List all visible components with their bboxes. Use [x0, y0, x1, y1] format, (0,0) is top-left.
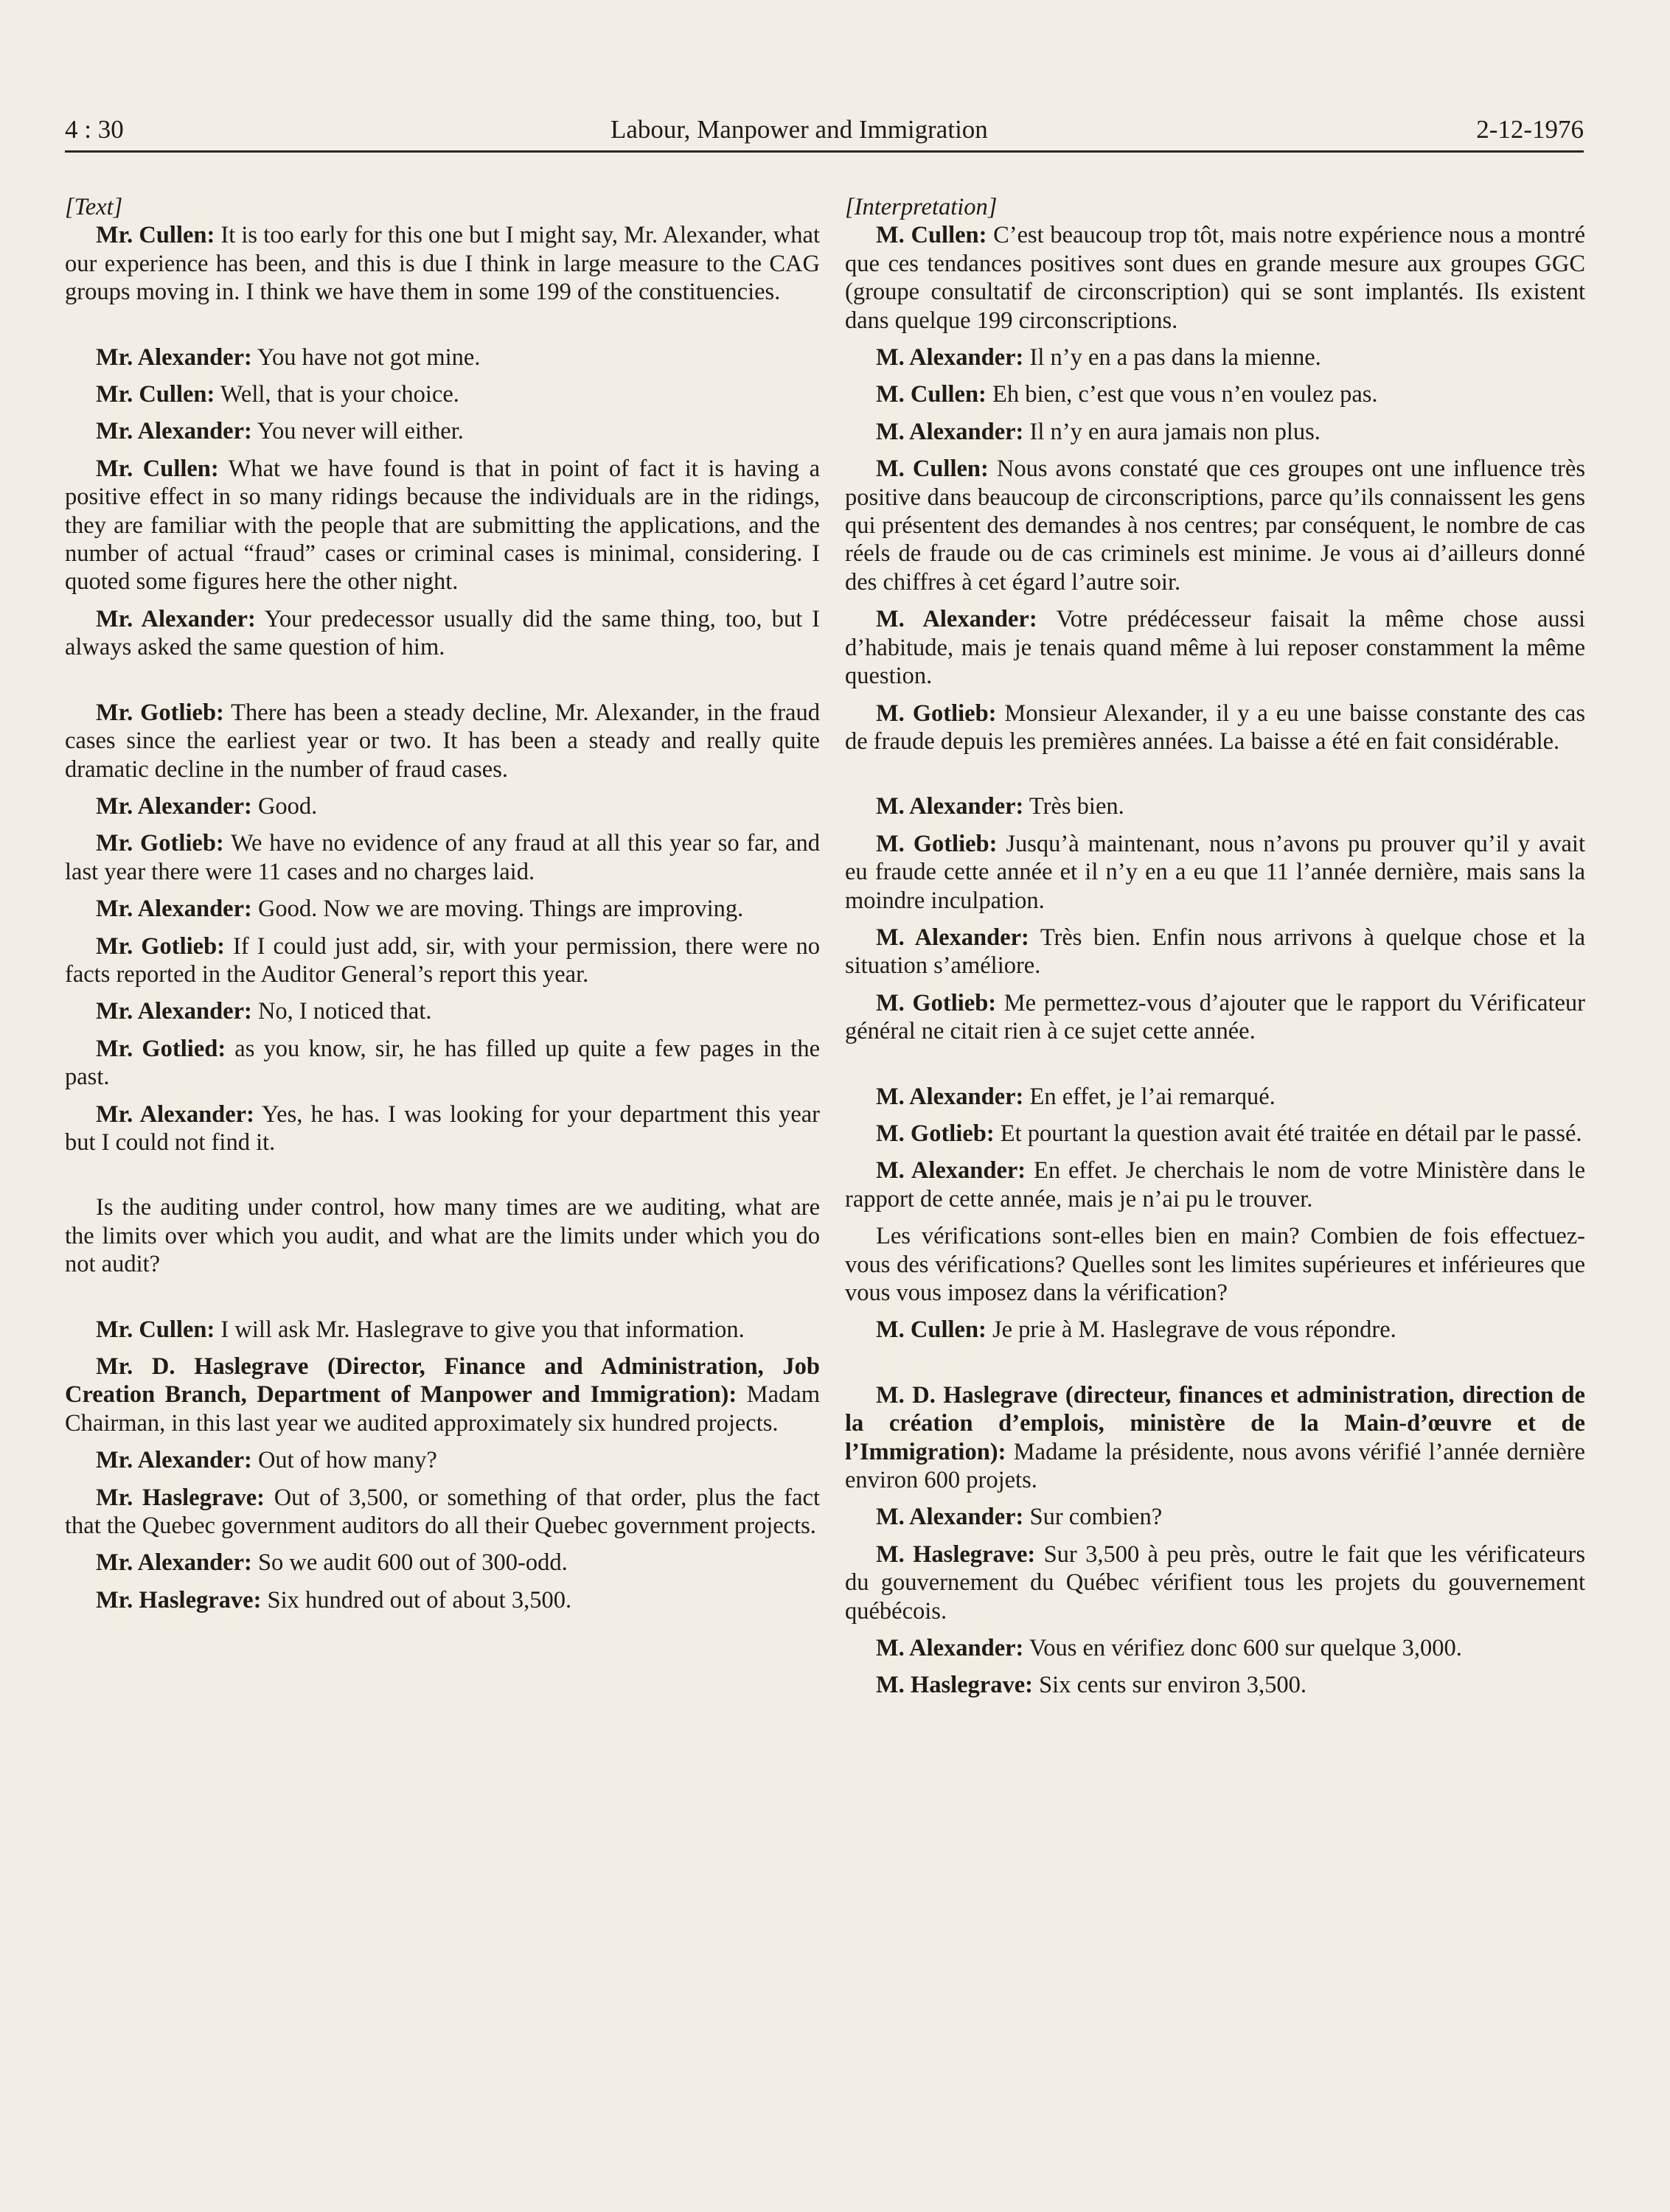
speech-text: Très bien. Enfin nous arrivons à quelque chose et la situation s’améliore. — [845, 924, 1585, 980]
speech-text: Good. — [251, 792, 318, 820]
speaker-name: Mr. Gotlieb: — [96, 932, 225, 960]
transcript-paragraph — [65, 792, 820, 820]
speech-text: En effet, je l’ai remarqué. — [1023, 1083, 1276, 1110]
speech-text: Nous avons constaté que ces groupes ont une influence très positive dans beaucoup de circonscriptions, parce qu’ils connaissent les gens qui présentent des demandes à nos centres; par conséquent, le nombre de cas réels de fraude ou de cas criminels est minime. Je vous ai d’ailleurs donné des chiffres à cet égard l’autre soir. — [845, 456, 1585, 596]
speech-text: You have not got mine. — [251, 343, 481, 371]
transcript-paragraph — [845, 343, 1585, 371]
speech-text: Madame la présidente, nous avons vérifié l’année dernière environ 600 projets. — [845, 1438, 1585, 1494]
speaker-name: M. Cullen: — [876, 381, 987, 408]
speech-text: Très bien. — [1023, 793, 1124, 820]
speaker-name: M. Cullen: — [876, 222, 987, 249]
speech-text: Je prie à M. Haslegrave de vous répondre. — [986, 1316, 1396, 1344]
speaker-name: Mr. Alexander: — [96, 343, 252, 371]
transcript-paragraph — [65, 1035, 820, 1092]
transcript-paragraph — [845, 989, 1585, 1046]
transcript-paragraph — [65, 343, 820, 371]
transcript-paragraph — [65, 1100, 820, 1157]
speaker-name: Mr. Alexander: — [96, 605, 256, 632]
transcript-paragraph — [845, 418, 1585, 446]
speech-text: Out of how many? — [251, 1447, 437, 1474]
speech-text: Out of 3,500, or something of that order, plus the fact that the Quebec government auditors do all their Quebec government projects. — [65, 1484, 821, 1540]
transcript-paragraph — [845, 605, 1585, 690]
transcript-paragraph — [65, 380, 820, 408]
speaker-name: Mr. Alexander: — [96, 1549, 252, 1577]
transcript-paragraph — [65, 1549, 820, 1577]
speaker-name: Mr. Alexander: — [96, 998, 252, 1025]
speaker-name: M. Alexander: — [876, 344, 1024, 371]
page-header — [65, 109, 1584, 153]
transcript-paragraph — [65, 997, 820, 1025]
transcript-paragraph — [65, 1353, 820, 1437]
speech-text: Well, that is your choice. — [215, 381, 459, 408]
french-paragraphs — [845, 221, 1585, 1699]
transcript-paragraph — [65, 1586, 820, 1614]
speech-text: Monsieur Alexander, il y a eu une baisse constante des cas de fraude depuis les premières années. La baisse a été en fait considérable. — [845, 699, 1585, 755]
speech-text: Votre prédécesseur faisait la même chose aussi d’habitude, mais je tenais quand même à lui reposer constamment la même question. — [845, 606, 1585, 690]
speech-text: Il n’y en aura jamais non plus. — [1023, 418, 1321, 445]
transcript-paragraph — [845, 1541, 1585, 1625]
speech-text: Et pourtant la question avait été traitée en détail par le passé. — [994, 1120, 1582, 1147]
transcript-paragraph — [845, 1381, 1585, 1495]
english-paragraphs — [65, 221, 820, 1614]
speech-text: Your predecessor usually did the same thing, too, but I always asked the same question of him. — [65, 605, 820, 661]
transcript-paragraph — [845, 1503, 1585, 1531]
speech-text: as you know, sir, he has filled up quite a few pages in the past. — [65, 1035, 820, 1091]
speech-text: Is the auditing under control, how many times are we auditing, what are the limits over which you audit, and what are the limits under which you do not audit? — [65, 1194, 820, 1278]
speaker-name: M. Haslegrave: — [876, 1541, 1036, 1568]
speaker-name: Mr. Cullen: — [96, 222, 215, 249]
transcript-paragraph — [65, 605, 820, 662]
transcript-paragraph — [845, 1083, 1585, 1111]
transcript-paragraph — [65, 455, 820, 596]
speaker-name: M. Alexander: — [876, 1504, 1024, 1531]
transcript-paragraph — [65, 1484, 820, 1541]
transcript-paragraph — [845, 1120, 1585, 1148]
speech-text: No, I noticed that. — [251, 998, 432, 1025]
section-label-interpretation: [Interpretation] — [845, 194, 998, 220]
speaker-name: M. Cullen: — [876, 456, 989, 483]
speech-text: C’est beaucoup trop tôt, mais notre expérience nous a montré que ces tendances positives sont dues en grande mesure aux groupes GGC (groupe consultatif de circonscription) qui se sont implantés. Ils existent dans quelque 199 circonscriptions. — [845, 222, 1585, 334]
transcript-paragraph — [65, 895, 820, 923]
speech-text: Madam Chairman, in this last year we audited approximately six hundred projects. — [65, 1381, 821, 1437]
transcript-paragraph — [845, 1156, 1585, 1213]
speaker-name: M. Alexander: — [876, 793, 1024, 820]
speech-text: I will ask Mr. Haslegrave to give you that information. — [215, 1316, 745, 1343]
transcript-paragraph — [845, 221, 1585, 335]
transcript-paragraph — [65, 1193, 820, 1278]
speech-text: So we audit 600 out of 300-odd. — [251, 1549, 568, 1577]
section-label-text: [Text] — [65, 194, 123, 220]
french-column — [845, 193, 1585, 1709]
speaker-name: Mr. Gotlieb: — [96, 830, 224, 857]
running-title: Labour, Manpower and Immigration — [610, 115, 988, 144]
speaker-name: Mr. Gotlieb: — [96, 699, 224, 726]
speech-text: Sur combien? — [1023, 1504, 1163, 1531]
speech-text: Sur 3,500 à peu près, outre le fait que les vérificateurs du gouvernement du Québec vérifient tous les projets du gouvernement québécois. — [845, 1541, 1585, 1625]
speaker-name: M. Alexander: — [876, 924, 1029, 951]
transcript-paragraph — [65, 699, 820, 784]
speaker-name: M. Gotlieb: — [876, 699, 997, 727]
speaker-name: M. Alexander: — [876, 1157, 1026, 1184]
speaker-name: M. Alexander: — [876, 1635, 1024, 1662]
transcript-paragraph — [845, 792, 1585, 820]
header-date: 2-12-1976 — [1476, 115, 1584, 144]
speaker-name: Mr. Cullen: — [96, 1316, 215, 1343]
transcript-paragraph — [845, 924, 1585, 980]
transcript-paragraph — [65, 1316, 820, 1344]
speech-text: Jusqu’à maintenant, nous n’avons pu prouver qu’il y avait eu fraude cette année et il n’y en a eu que 11 l’année dernière, mais sans la moindre inculpation. — [845, 830, 1585, 914]
speaker-name: Mr. Alexander: — [96, 1100, 254, 1128]
transcript-paragraph — [845, 380, 1585, 408]
page-number: 4 : 30 — [65, 115, 124, 144]
speaker-name: Mr. Alexander: — [96, 792, 252, 820]
speech-text: Eh bien, c’est que vous n’en voulez pas. — [986, 381, 1378, 408]
speech-text: We have no evidence of any fraud at all this year so far, and last year there were 11 cases and no charges laid. — [65, 830, 820, 885]
speaker-name: M. Gotlieb: — [876, 1120, 995, 1147]
transcript-paragraph — [845, 1671, 1585, 1699]
speaker-name: Mr. Alexander: — [96, 896, 252, 923]
transcript-paragraph — [65, 829, 820, 886]
transcript-paragraph — [845, 1316, 1585, 1344]
speech-text: Me permettez-vous d’ajouter que le rapport du Vérificateur général ne citait rien à ce sujet cette année. — [845, 989, 1585, 1045]
speech-text: Six cents sur environ 3,500. — [1032, 1672, 1307, 1699]
speech-text: Vous en vérifiez donc 600 sur quelque 3,000. — [1023, 1635, 1462, 1662]
speaker-name: Mr. D. Haslegrave (Director, Finance and Administration, Job Creation Branch, Department of Manpower and Immigration): — [65, 1353, 820, 1409]
speech-text: If I could just add, sir, with your permission, there were no facts reported in the Auditor General’s report this year. — [65, 932, 820, 988]
transcript-paragraph — [65, 1446, 820, 1474]
speech-text: Il n’y en a pas dans la mienne. — [1023, 344, 1321, 371]
speech-text: En effet. Je cherchais le nom de votre Ministère dans le rapport de cette année, mais je n’ai pu le trouver. — [845, 1157, 1585, 1213]
transcript-paragraph — [845, 1634, 1585, 1662]
speaker-name: Mr. Alexander: — [96, 1447, 252, 1474]
speech-text: You never will either. — [251, 418, 464, 445]
english-column — [65, 193, 820, 1623]
transcript-paragraph — [65, 417, 820, 445]
speaker-name: Mr. Gotlied: — [96, 1035, 226, 1062]
transcript-paragraph — [65, 932, 820, 989]
transcript-paragraph — [845, 455, 1585, 596]
speaker-name: M. Alexander: — [876, 418, 1024, 445]
speaker-name: M. Cullen: — [876, 1316, 987, 1344]
speaker-name: M. Haslegrave: — [876, 1672, 1033, 1699]
transcript-paragraph — [65, 221, 820, 306]
transcript-paragraph — [845, 699, 1585, 756]
speech-text: It is too early for this one but I might say, Mr. Alexander, what our experience has been, and this is due I think in large measure to the CAG groups moving in. I think we have them in some 199 of the constituencies. — [65, 222, 820, 306]
speech-text: Les vérifications sont-elles bien en main? Combien de fois effectuez-vous des vérifications? Quelles sont les limites supérieures et inférieures que vous vous imposez dans la vérification? — [845, 1223, 1585, 1306]
transcript-paragraph — [845, 830, 1585, 915]
speaker-name: Mr. Cullen: — [96, 455, 219, 482]
speech-text: What we have found is that in point of fact it is having a positive effect in so many ridings because the individuals are in the ridings, they are familiar with the people that are submitting the applications, and the number of actual “fraud” cases or criminal cases is minimal, considering. I quoted some figures here the other night. — [65, 455, 820, 596]
speaker-name: Mr. Haslegrave: — [96, 1484, 265, 1511]
speaker-name: M. Gotlieb: — [876, 989, 997, 1016]
transcript-paragraph — [845, 1222, 1585, 1307]
speech-text: Good. Now we are moving. Things are improving. — [251, 896, 744, 923]
speaker-name: M. Gotlieb: — [876, 830, 998, 857]
speech-text: Six hundred out of about 3,500. — [261, 1586, 572, 1613]
speaker-name: Mr. Alexander: — [96, 418, 252, 445]
speaker-name: M. Alexander: — [876, 1083, 1024, 1110]
speech-text: There has been a steady decline, Mr. Alexander, in the fraud cases since the earliest year or two. It has been a steady and really quite dramatic decline in the number of fraud cases. — [65, 699, 820, 783]
speaker-name: Mr. Cullen: — [96, 381, 215, 408]
speaker-name: M. D. Haslegrave (directeur, finances et administration, direction de la création d’emplois, ministère de la Main-d’œuvre et de l’Immigration): — [845, 1381, 1585, 1465]
speaker-name: Mr. Haslegrave: — [96, 1586, 262, 1613]
speaker-name: M. Alexander: — [876, 606, 1037, 633]
speech-text: Yes, he has. I was looking for your department this year but I could not find it. — [65, 1100, 820, 1156]
